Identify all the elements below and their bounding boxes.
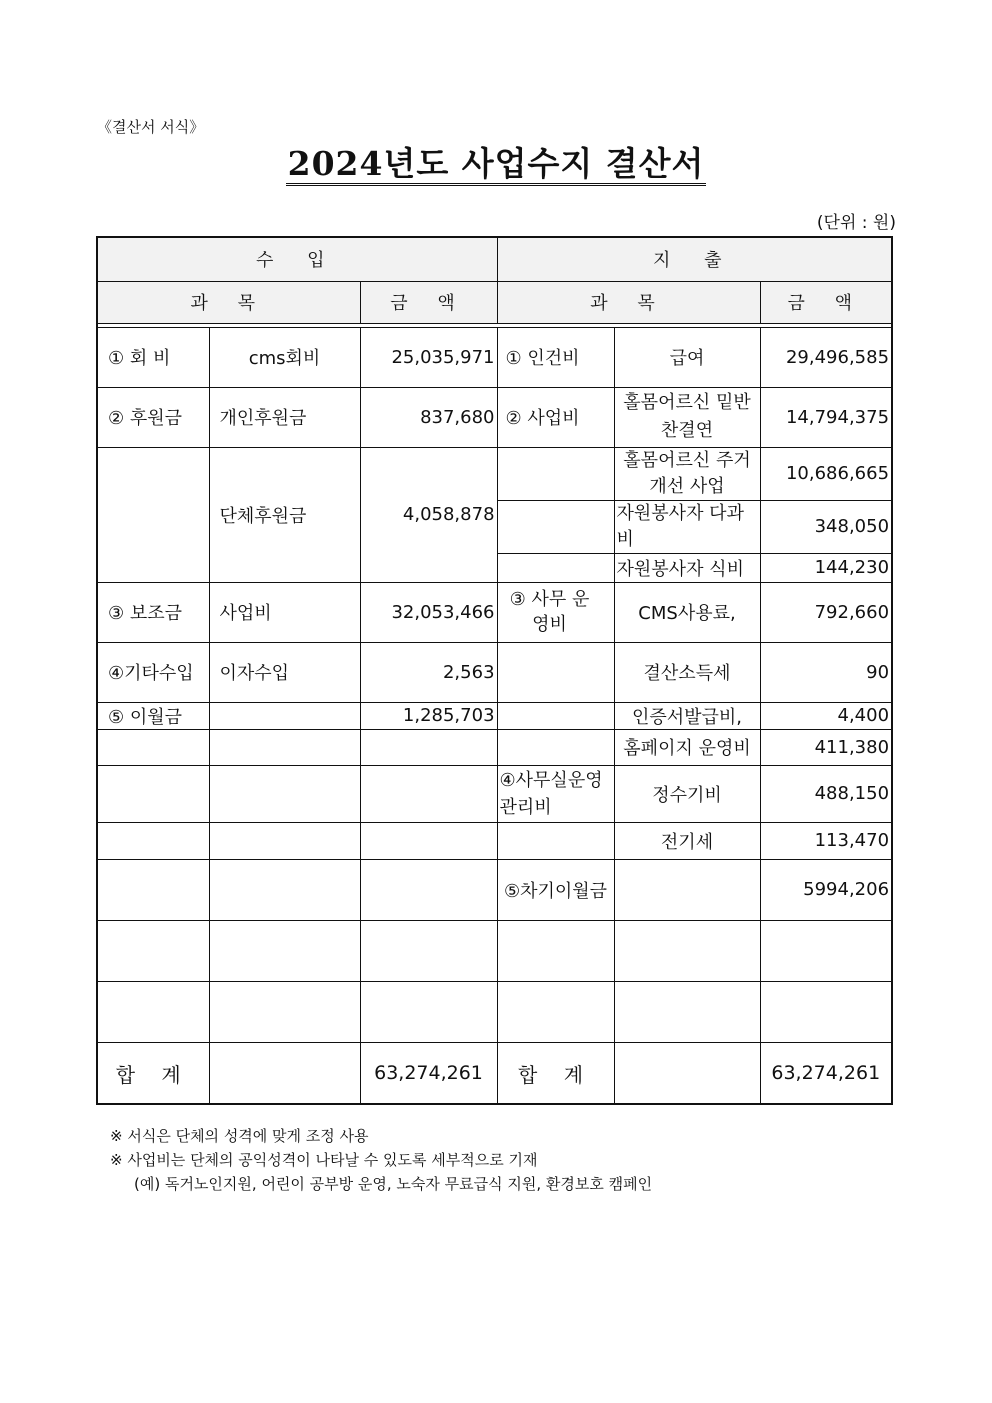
expense-amount-header: 금 액	[760, 281, 892, 323]
income-item	[209, 702, 360, 729]
income-category	[97, 729, 209, 765]
income-header: 수 입	[97, 237, 497, 281]
expense-amount: 488,150	[760, 765, 892, 822]
empty-cell	[497, 920, 614, 981]
empty-cell	[209, 1042, 360, 1104]
expense-amount: 4,400	[760, 702, 892, 729]
empty-cell	[614, 920, 760, 981]
income-item	[209, 822, 360, 859]
table-row	[97, 822, 892, 859]
expense-category	[497, 702, 614, 729]
income-amount	[360, 765, 497, 822]
expense-category: ① 인건비	[497, 327, 614, 387]
expense-item: 자원봉사자 다과비	[614, 500, 760, 553]
expense-item	[614, 859, 760, 920]
document-title-text: 2024년도 사업수지 결산서	[286, 144, 707, 186]
income-amount	[360, 859, 497, 920]
income-amount: 25,035,971	[360, 327, 497, 387]
expense-category	[497, 553, 614, 582]
expense-amount: 90	[760, 642, 892, 702]
income-total-label: 합 계	[97, 1042, 209, 1104]
table-row	[97, 327, 892, 387]
table-row	[97, 582, 892, 642]
income-category: ④기타수입	[97, 642, 209, 702]
expense-category	[497, 500, 614, 553]
income-total-amount: 63,274,261	[360, 1042, 497, 1104]
empty-cell	[760, 981, 892, 1042]
income-category	[97, 859, 209, 920]
form-label: 《결산서 서식》	[97, 118, 205, 136]
empty-cell	[497, 981, 614, 1042]
expense-item: 급여	[614, 327, 760, 387]
empty-row	[97, 981, 892, 1042]
expense-amount: 792,660	[760, 582, 892, 642]
expense-category: ⑤차기이월금	[497, 859, 614, 920]
column-header-row	[97, 281, 892, 323]
empty-cell	[97, 981, 209, 1042]
expense-category	[497, 642, 614, 702]
empty-cell	[760, 920, 892, 981]
empty-cell	[614, 981, 760, 1042]
expense-category	[497, 447, 614, 500]
table-row	[97, 765, 892, 822]
table-row	[97, 387, 892, 447]
expense-item: CMS사용료,	[614, 582, 760, 642]
expense-amount: 144,230	[760, 553, 892, 582]
expense-category	[497, 729, 614, 765]
income-item	[209, 859, 360, 920]
table-row	[97, 642, 892, 702]
expense-category: ② 사업비	[497, 387, 614, 447]
expense-item: 전기세	[614, 822, 760, 859]
expense-total-amount: 63,274,261	[760, 1042, 892, 1104]
total-row	[97, 1042, 892, 1104]
income-item-header: 과 목	[97, 281, 360, 323]
expense-amount: 29,496,585	[760, 327, 892, 387]
settlement-table	[96, 236, 893, 1105]
expense-category: ④사무실운영관리비	[497, 765, 614, 822]
empty-row	[97, 920, 892, 981]
income-item: 개인후원금	[209, 387, 360, 447]
section-header-row	[97, 237, 892, 281]
income-amount	[360, 729, 497, 765]
income-item	[209, 729, 360, 765]
income-category: ③ 보조금	[97, 582, 209, 642]
table-row	[97, 702, 892, 729]
expense-amount: 10,686,665	[760, 447, 892, 500]
empty-cell	[614, 1042, 760, 1104]
expense-item: 홈페이지 운영비	[614, 729, 760, 765]
expense-item: 홀몸어르신 밑반찬결연	[614, 387, 760, 447]
expense-total-label: 합 계	[497, 1042, 614, 1104]
expense-amount: 411,380	[760, 729, 892, 765]
empty-cell	[360, 981, 497, 1042]
expense-item: 자원봉사자 식비	[614, 553, 760, 582]
income-amount	[360, 822, 497, 859]
income-item: 사업비	[209, 582, 360, 642]
table-row	[97, 729, 892, 765]
expense-item: 정수기비	[614, 765, 760, 822]
income-category: ⑤ 이월금	[97, 702, 209, 729]
expense-item: 인증서발급비,	[614, 702, 760, 729]
document-title	[0, 138, 992, 185]
income-category	[97, 822, 209, 859]
income-amount: 837,680	[360, 387, 497, 447]
income-amount: 4,058,878	[360, 447, 497, 582]
income-item	[209, 765, 360, 822]
income-amount: 32,053,466	[360, 582, 497, 642]
expense-category: ③ 사무 운영비	[497, 582, 614, 642]
table-row	[97, 447, 892, 500]
income-category: ② 후원금	[97, 387, 209, 447]
empty-cell	[209, 920, 360, 981]
expense-item-header: 과 목	[497, 281, 760, 323]
expense-amount: 14,794,375	[760, 387, 892, 447]
income-item: 단체후원금	[209, 447, 360, 582]
empty-cell	[97, 920, 209, 981]
table-row	[97, 859, 892, 920]
unit-note: (단위 : 원)	[816, 213, 896, 233]
income-category	[97, 447, 209, 582]
income-category	[97, 765, 209, 822]
income-amount: 2,563	[360, 642, 497, 702]
income-amount-header: 금 액	[360, 281, 497, 323]
income-category: ① 회 비	[97, 327, 209, 387]
footnote: ※ 서식은 단체의 성격에 맞게 조정 사용	[110, 1127, 369, 1145]
expense-item: 홀몸어르신 주거개선 사업	[614, 447, 760, 500]
expense-amount: 348,050	[760, 500, 892, 553]
empty-cell	[209, 981, 360, 1042]
expense-amount: 5994,206	[760, 859, 892, 920]
income-amount: 1,285,703	[360, 702, 497, 729]
empty-cell	[360, 920, 497, 981]
expense-category	[497, 822, 614, 859]
expense-header: 지 출	[497, 237, 892, 281]
footnote-example: (예) 독거노인지원, 어린이 공부방 운영, 노숙자 무료급식 지원, 환경보호 캠페인	[134, 1175, 653, 1193]
expense-item: 결산소득세	[614, 642, 760, 702]
income-item: 이자수입	[209, 642, 360, 702]
expense-amount: 113,470	[760, 822, 892, 859]
footnotes	[110, 1124, 652, 1196]
footnote: ※ 사업비는 단체의 공익성격이 나타날 수 있도록 세부적으로 기재	[110, 1151, 538, 1169]
income-item: cms회비	[209, 327, 360, 387]
